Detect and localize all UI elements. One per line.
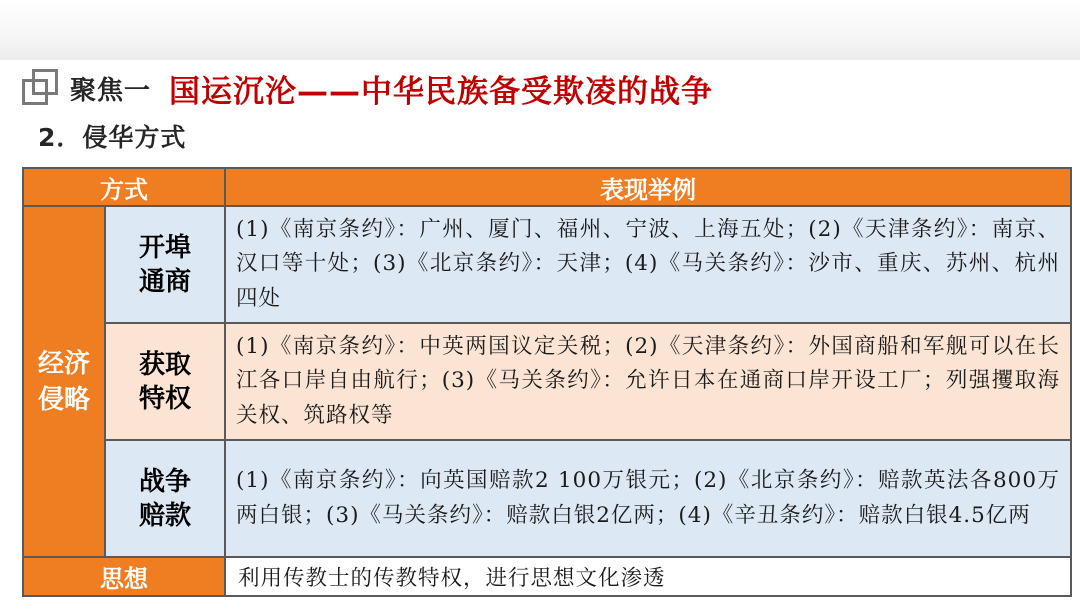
table-row <box>23 557 1071 596</box>
table-row <box>23 323 1071 440</box>
invasion-methods-table <box>22 167 1072 597</box>
focus-label: 聚焦一 <box>70 75 152 106</box>
table-row <box>23 206 1071 323</box>
header-method: 方式 <box>23 168 225 206</box>
type-cell <box>105 323 225 440</box>
section-heading <box>22 66 713 110</box>
overlapping-squares-icon <box>22 69 60 107</box>
ideology-label: 思想 <box>23 557 225 596</box>
category-label: 经济侵略 <box>37 348 90 415</box>
top-banner <box>0 0 1080 60</box>
type-label: 开埠通商 <box>138 232 191 297</box>
type-label: 战争赔款 <box>138 466 191 531</box>
subheading: 2．侵华方式 <box>38 123 187 152</box>
header-examples: 表现举例 <box>225 168 1071 206</box>
description-cell: (1)《南京条约》：向英国赔款2 100万银元；(2)《北京条约》：赔款英法各800万两白银；(3)《马关条约》：赔款白银2亿两；(4)《辛丑条约》：赔款白银4.5亿两 <box>225 440 1071 557</box>
ideology-text: 利用传教士的传教特权，进行思想文化渗透 <box>225 557 1071 596</box>
table-header-row <box>23 168 1071 206</box>
description-cell: (1)《南京条约》：广州、厦门、福州、宁波、上海五处；(2)《天津条约》：南京、汉口等十处；(3)《北京条约》：天津；(4)《马关条约》：沙市、重庆、苏州、杭州四处 <box>225 206 1071 323</box>
page-title: 国运沉沦——中华民族备受欺凌的战争 <box>169 73 714 110</box>
type-cell <box>105 440 225 557</box>
table-row <box>23 440 1071 557</box>
type-label: 获取特权 <box>138 349 191 414</box>
type-cell <box>105 206 225 323</box>
description-cell: (1)《南京条约》：中英两国议定关税；(2)《天津条约》：外国商船和军舰可以在长江各口岸自由航行；(3)《马关条约》：允许日本在通商口岸开设工厂；列强攫取海关权、筑路权等 <box>225 323 1071 440</box>
category-economic <box>23 206 105 557</box>
